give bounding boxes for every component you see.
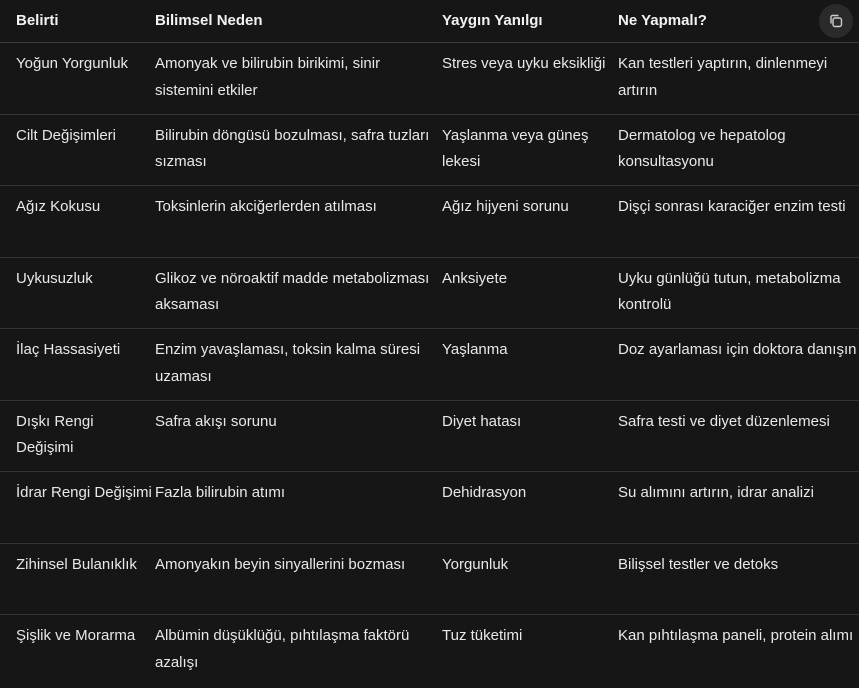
cell-what-to-do: Su alımını artırın, idrar analizi [618,484,814,501]
cell-scientific-cause: Bilirubin döngüsü bozulması, safra tuzları sızması [155,126,430,170]
cell-scientific-cause: Glikoz ve nöroaktif madde metabolizması aksaması [155,269,430,313]
cell-scientific-cause: Fazla bilirubin atımı [155,484,286,501]
cell-symptom: Uykusuzluk [16,269,93,287]
cell-what-to-do: Kan pıhtılaşma paneli, protein alımı [618,627,854,644]
cell-what-to-do: Uyku günlüğü tutun, metabolizma kontrolü [618,269,841,313]
cell-what-to-do: Dişçi sonrası karaciğer enzim testi [618,198,846,215]
cell-scientific-cause: Toksinlerin akciğerlerden atılması [155,198,377,215]
cell-common-misconception: Ağız hijyeni sorunu [442,198,569,215]
cell-common-misconception: Dehidrasyon [442,484,527,501]
cell-common-misconception: Anksiyete [442,269,508,287]
table-header-row [0,0,859,43]
cell-what-to-do: Kan testleri yaptırın, dinlenmeyi artırın [618,55,828,99]
cell-common-misconception: Diyet hatası [442,412,522,430]
cell-common-misconception: Yaşlanma veya güneş lekesi [442,126,589,170]
cell-what-to-do: Doz ayarlaması için doktora danışın [618,341,857,358]
cell-what-to-do: Safra testi ve diyet düzenlemesi [618,412,830,430]
cell-symptom: Yoğun Yorgunluk [16,55,129,72]
header-cell-common-misconception: Yaygın Yanılgı [442,12,543,29]
table-row [0,186,859,258]
table-row [0,43,859,115]
header-cell-what-to-do: Ne Yapmalı? [618,12,707,29]
cell-scientific-cause: Enzim yavaşlaması, toksin kalma süresi uzaması [155,341,421,385]
table-row [0,329,859,401]
cell-scientific-cause: Albümin düşüklüğü, pıhtılaşma faktörü azalışı [155,627,410,671]
table-row [0,258,859,330]
cell-symptom: İlaç Hassasiyeti [16,341,121,358]
cell-symptom: Cilt Değişimleri [16,126,117,144]
table-row [0,401,859,473]
table-row [0,544,859,616]
cell-common-misconception: Tuz tüketimi [442,627,523,644]
table-row [0,115,859,187]
cell-symptom: Dışkı Rengi Değişimi [16,412,94,456]
cell-scientific-cause: Amonyak ve bilirubin birikimi, sinir sistemini etkiler [155,55,381,99]
cell-scientific-cause: Amonyakın beyin sinyallerini bozması [155,555,406,573]
table-row [0,615,859,687]
cell-what-to-do: Bilişsel testler ve detoks [618,555,779,573]
cell-symptom: Şişlik ve Morarma [16,627,136,644]
cell-common-misconception: Stres veya uyku eksikliği [442,55,606,72]
header-cell-scientific-cause: Bilimsel Neden [155,12,263,29]
table-row [0,472,859,544]
copy-icon [828,13,844,29]
cell-what-to-do: Dermatolog ve hepatolog konsultasyonu [618,126,786,170]
cell-scientific-cause: Safra akışı sorunu [155,412,277,430]
cell-common-misconception: Yaşlanma [442,341,508,358]
cell-common-misconception: Yorgunluk [442,555,509,573]
copy-table-button[interactable] [819,4,853,38]
header-cell-symptom: Belirti [16,12,59,29]
cell-symptom: İdrar Rengi Değişimi [16,484,152,501]
cell-symptom: Ağız Kokusu [16,198,101,215]
cell-symptom: Zihinsel Bulanıklık [16,555,137,573]
